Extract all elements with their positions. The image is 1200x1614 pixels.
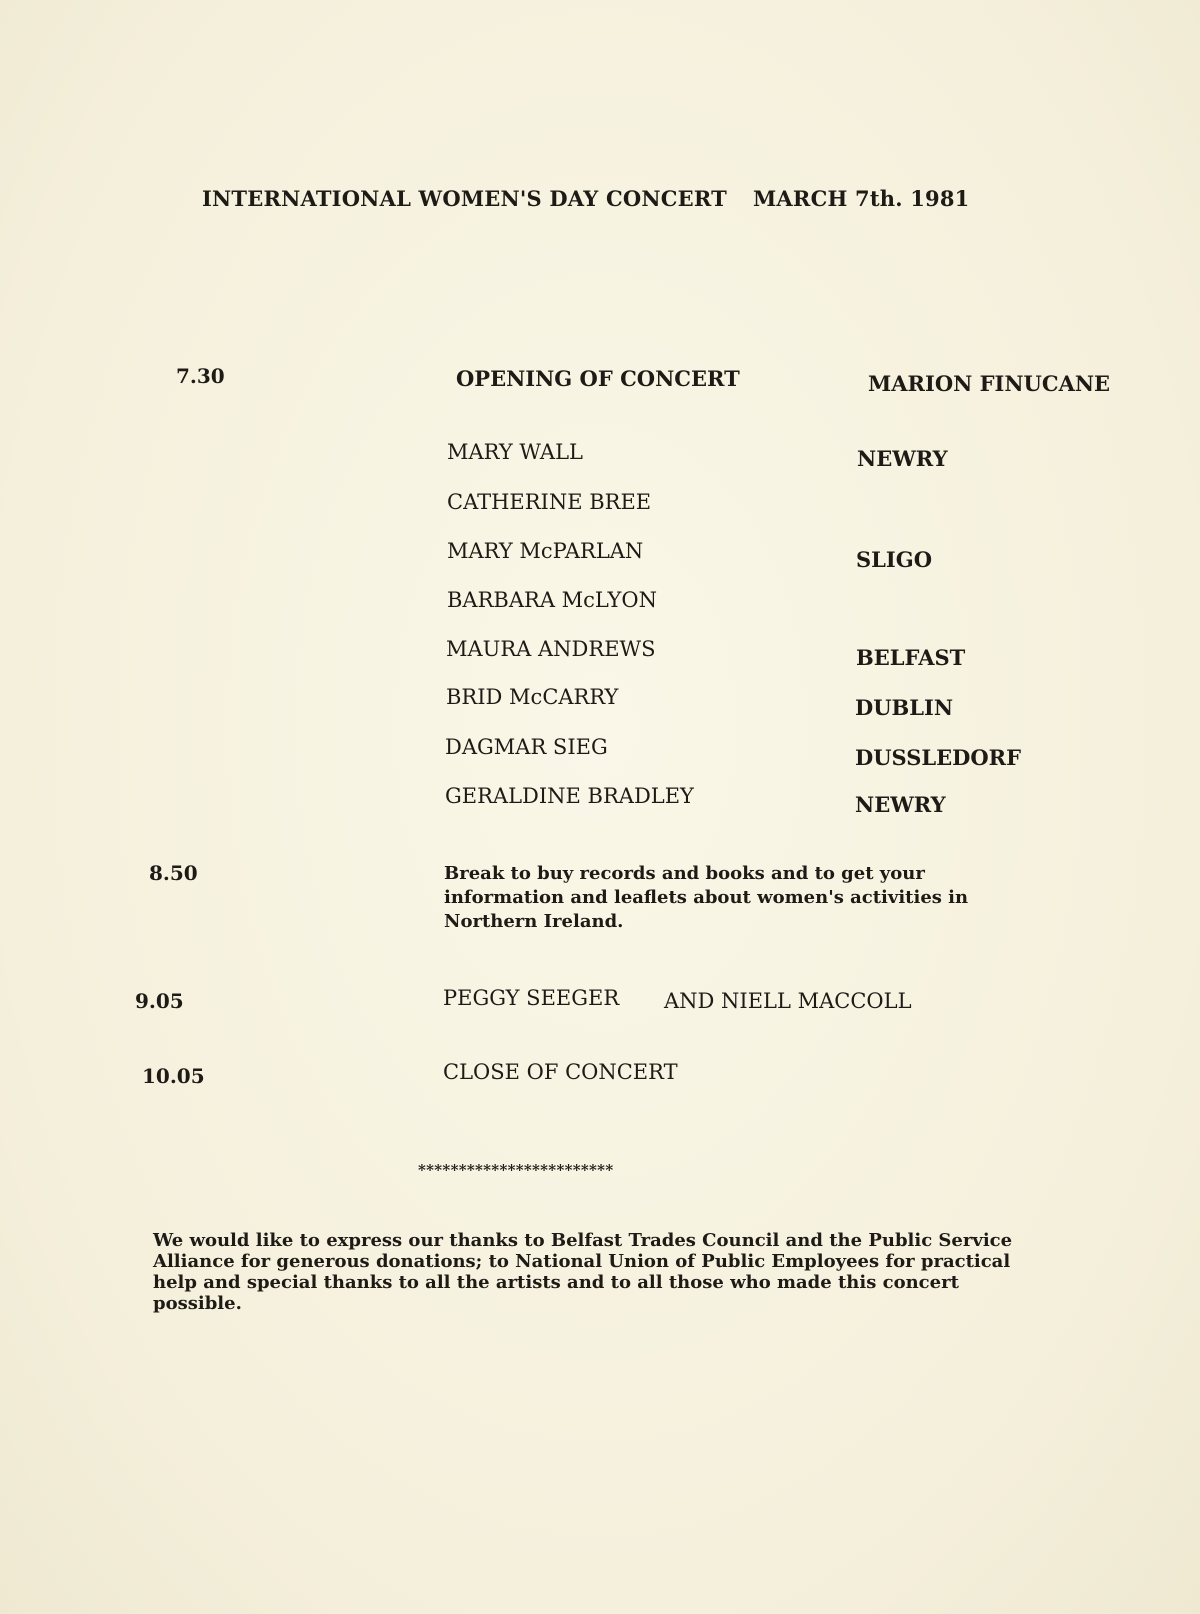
opening-label: OPENING OF CONCERT xyxy=(456,366,740,391)
headline-performer-1: PEGGY SEEGER xyxy=(443,986,620,1010)
performer-name: MAURA ANDREWS xyxy=(446,637,656,661)
performer-name: GERALDINE BRADLEY xyxy=(445,784,694,808)
performer-place: DUBLIN xyxy=(855,695,954,720)
star-separator: ************************ xyxy=(418,1161,614,1179)
headline-performer-2: AND NIELL MACCOLL xyxy=(664,989,912,1013)
performer-name: BRID McCARRY xyxy=(446,685,619,709)
performer-name: CATHERINE BREE xyxy=(447,490,652,514)
page-title xyxy=(202,186,970,211)
performer-name: BARBARA McLYON xyxy=(447,588,657,612)
concert-date: MARCH 7th. 1981 xyxy=(752,186,970,211)
performer-place: NEWRY xyxy=(857,446,948,471)
break-description: Break to buy records and books and to get your information and leaflets about women's activities in Northern Ireland. xyxy=(444,863,969,932)
headline-time: 9.05 xyxy=(135,989,184,1013)
close-label: CLOSE OF CONCERT xyxy=(443,1060,678,1084)
close-time: 10.05 xyxy=(142,1064,205,1088)
thanks-paragraph: We would like to express our thanks to Belfast Trades Council and the Public Service Alliance for generous donations; to National Union of Public Employees for practical help and special thanks to all the artists and to all those who made this concert possible. xyxy=(153,1230,1013,1314)
performer-name: DAGMAR SIEG xyxy=(445,735,608,759)
break-time: 8.50 xyxy=(149,861,198,885)
opening-presenter: MARION FINUCANE xyxy=(868,371,1111,396)
performer-place: DUSSLEDORF xyxy=(855,745,1022,770)
performer-place: BELFAST xyxy=(856,645,966,670)
performer-name: MARY WALL xyxy=(447,440,583,464)
performer-name: MARY McPARLAN xyxy=(447,539,644,563)
performer-place: SLIGO xyxy=(856,547,932,572)
concert-title: INTERNATIONAL WOMEN'S DAY CONCERT xyxy=(202,186,727,211)
opening-time: 7.30 xyxy=(176,364,225,388)
performer-place: NEWRY xyxy=(855,792,946,817)
